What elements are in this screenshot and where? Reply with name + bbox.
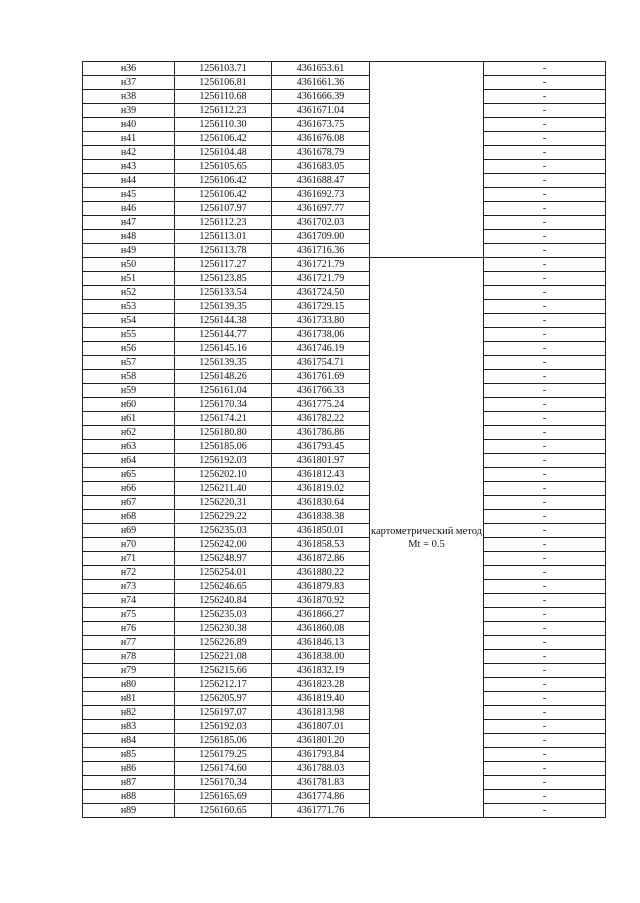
point-number-cell: н76: [83, 622, 175, 636]
table-row: [83, 384, 606, 398]
x-coordinate-cell: 1256248.97: [175, 552, 272, 566]
y-coordinate-cell: 4361781.83: [272, 776, 370, 790]
point-number-cell: н52: [83, 286, 175, 300]
x-coordinate-cell: 1256144.38: [175, 314, 272, 328]
table-row: [83, 650, 606, 664]
x-coordinate-cell: 1256170.34: [175, 398, 272, 412]
x-coordinate-cell: 1256105.65: [175, 160, 272, 174]
y-coordinate-cell: 4361801.20: [272, 734, 370, 748]
x-coordinate-cell: 1256226.89: [175, 636, 272, 650]
table-row: [83, 790, 606, 804]
table-row: [83, 510, 606, 524]
point-number-cell: н75: [83, 608, 175, 622]
table-row: [83, 286, 606, 300]
table-row: [83, 776, 606, 790]
extra-value-cell: -: [484, 440, 606, 454]
point-number-cell: н61: [83, 412, 175, 426]
y-coordinate-cell: 4361813.98: [272, 706, 370, 720]
table-row: [83, 720, 606, 734]
table-row: [83, 580, 606, 594]
point-number-cell: н79: [83, 664, 175, 678]
x-coordinate-cell: 1256110.30: [175, 118, 272, 132]
x-coordinate-cell: 1256139.35: [175, 300, 272, 314]
table-row: [83, 636, 606, 650]
extra-value-cell: -: [484, 720, 606, 734]
y-coordinate-cell: 4361801.97: [272, 454, 370, 468]
x-coordinate-cell: 1256174.60: [175, 762, 272, 776]
y-coordinate-cell: 4361807.01: [272, 720, 370, 734]
x-coordinate-cell: 1256107.97: [175, 202, 272, 216]
x-coordinate-cell: 1256113.01: [175, 230, 272, 244]
point-number-cell: н47: [83, 216, 175, 230]
y-coordinate-cell: 4361716.36: [272, 244, 370, 258]
extra-value-cell: -: [484, 804, 606, 818]
extra-value-cell: -: [484, 790, 606, 804]
table-row: [83, 552, 606, 566]
y-coordinate-cell: 4361870.92: [272, 594, 370, 608]
table-row: [83, 328, 606, 342]
table-row: [83, 426, 606, 440]
y-coordinate-cell: 4361702.03: [272, 216, 370, 230]
point-number-cell: н69: [83, 524, 175, 538]
extra-value-cell: -: [484, 132, 606, 146]
y-coordinate-cell: 4361738.06: [272, 328, 370, 342]
point-number-cell: н73: [83, 580, 175, 594]
point-number-cell: н86: [83, 762, 175, 776]
x-coordinate-cell: 1256103.71: [175, 62, 272, 76]
table-row: [83, 440, 606, 454]
extra-value-cell: -: [484, 188, 606, 202]
y-coordinate-cell: 4361819.40: [272, 692, 370, 706]
point-number-cell: н88: [83, 790, 175, 804]
table-row: [83, 90, 606, 104]
table-row: [83, 762, 606, 776]
table-row: [83, 118, 606, 132]
table-row: [83, 370, 606, 384]
extra-value-cell: -: [484, 230, 606, 244]
extra-value-cell: -: [484, 328, 606, 342]
x-coordinate-cell: 1256230.38: [175, 622, 272, 636]
point-number-cell: н85: [83, 748, 175, 762]
x-coordinate-cell: 1256133.54: [175, 286, 272, 300]
extra-value-cell: -: [484, 412, 606, 426]
y-coordinate-cell: 4361666.39: [272, 90, 370, 104]
x-coordinate-cell: 1256144.77: [175, 328, 272, 342]
y-coordinate-cell: 4361782.22: [272, 412, 370, 426]
table-row: [83, 678, 606, 692]
point-number-cell: н68: [83, 510, 175, 524]
extra-value-cell: -: [484, 300, 606, 314]
extra-value-cell: -: [484, 538, 606, 552]
x-coordinate-cell: 1256106.42: [175, 188, 272, 202]
extra-value-cell: -: [484, 594, 606, 608]
extra-value-cell: -: [484, 342, 606, 356]
y-coordinate-cell: 4361678.79: [272, 146, 370, 160]
table-row: [83, 244, 606, 258]
x-coordinate-cell: 1256148.26: [175, 370, 272, 384]
point-number-cell: н78: [83, 650, 175, 664]
x-coordinate-cell: 1256112.23: [175, 104, 272, 118]
table-row: [83, 272, 606, 286]
extra-value-cell: -: [484, 692, 606, 706]
x-coordinate-cell: 1256160.65: [175, 804, 272, 818]
x-coordinate-cell: 1256221.08: [175, 650, 272, 664]
y-coordinate-cell: 4361830.64: [272, 496, 370, 510]
x-coordinate-cell: 1256110.68: [175, 90, 272, 104]
y-coordinate-cell: 4361671.04: [272, 104, 370, 118]
point-number-cell: н77: [83, 636, 175, 650]
y-coordinate-cell: 4361774.86: [272, 790, 370, 804]
extra-value-cell: -: [484, 510, 606, 524]
extra-value-cell: -: [484, 90, 606, 104]
point-number-cell: н83: [83, 720, 175, 734]
table-row: [83, 524, 606, 538]
extra-value-cell: -: [484, 664, 606, 678]
y-coordinate-cell: 4361766.33: [272, 384, 370, 398]
x-coordinate-cell: 1256106.81: [175, 76, 272, 90]
y-coordinate-cell: 4361721.79: [272, 258, 370, 272]
x-coordinate-cell: 1256165.69: [175, 790, 272, 804]
point-number-cell: н84: [83, 734, 175, 748]
y-coordinate-cell: 4361858.53: [272, 538, 370, 552]
extra-value-cell: -: [484, 468, 606, 482]
table-row: [83, 104, 606, 118]
point-number-cell: н55: [83, 328, 175, 342]
x-coordinate-cell: 1256229.22: [175, 510, 272, 524]
x-coordinate-cell: 1256106.42: [175, 174, 272, 188]
table-row: [83, 356, 606, 370]
y-coordinate-cell: 4361733.80: [272, 314, 370, 328]
y-coordinate-cell: 4361775.24: [272, 398, 370, 412]
extra-value-cell: -: [484, 636, 606, 650]
point-number-cell: н49: [83, 244, 175, 258]
x-coordinate-cell: 1256192.03: [175, 454, 272, 468]
extra-value-cell: -: [484, 202, 606, 216]
y-coordinate-cell: 4361866.27: [272, 608, 370, 622]
y-coordinate-cell: 4361676.08: [272, 132, 370, 146]
table-row: [83, 496, 606, 510]
extra-value-cell: -: [484, 62, 606, 76]
x-coordinate-cell: 1256211.40: [175, 482, 272, 496]
extra-value-cell: -: [484, 734, 606, 748]
table-row: [83, 188, 606, 202]
point-number-cell: н36: [83, 62, 175, 76]
point-number-cell: н65: [83, 468, 175, 482]
point-number-cell: н59: [83, 384, 175, 398]
y-coordinate-cell: 4361793.84: [272, 748, 370, 762]
extra-value-cell: -: [484, 160, 606, 174]
extra-value-cell: -: [484, 146, 606, 160]
point-number-cell: н62: [83, 426, 175, 440]
extra-value-cell: -: [484, 104, 606, 118]
point-number-cell: н40: [83, 118, 175, 132]
point-number-cell: н70: [83, 538, 175, 552]
table-row: [83, 706, 606, 720]
y-coordinate-cell: 4361653.61: [272, 62, 370, 76]
point-number-cell: н38: [83, 90, 175, 104]
table-row: [83, 468, 606, 482]
x-coordinate-cell: 1256185.06: [175, 440, 272, 454]
point-number-cell: н81: [83, 692, 175, 706]
x-coordinate-cell: 1256240.84: [175, 594, 272, 608]
x-coordinate-cell: 1256205.97: [175, 692, 272, 706]
x-coordinate-cell: 1256161.04: [175, 384, 272, 398]
y-coordinate-cell: 4361786.86: [272, 426, 370, 440]
point-number-cell: н41: [83, 132, 175, 146]
method-cell: [370, 62, 484, 258]
extra-value-cell: -: [484, 706, 606, 720]
y-coordinate-cell: 4361746.19: [272, 342, 370, 356]
extra-value-cell: -: [484, 566, 606, 580]
x-coordinate-cell: 1256170.34: [175, 776, 272, 790]
x-coordinate-cell: 1256185.06: [175, 734, 272, 748]
table-row: [83, 594, 606, 608]
point-number-cell: н57: [83, 356, 175, 370]
y-coordinate-cell: 4361761.69: [272, 370, 370, 384]
table-row: [83, 342, 606, 356]
method-cell: картометрический метод Mt = 0.5: [370, 258, 484, 818]
y-coordinate-cell: 4361846.13: [272, 636, 370, 650]
extra-value-cell: -: [484, 398, 606, 412]
table-row: [83, 692, 606, 706]
point-number-cell: н66: [83, 482, 175, 496]
y-coordinate-cell: 4361692.73: [272, 188, 370, 202]
y-coordinate-cell: 4361683.05: [272, 160, 370, 174]
extra-value-cell: -: [484, 650, 606, 664]
x-coordinate-cell: 1256104.48: [175, 146, 272, 160]
point-number-cell: н82: [83, 706, 175, 720]
table-row: [83, 216, 606, 230]
point-number-cell: н45: [83, 188, 175, 202]
extra-value-cell: -: [484, 216, 606, 230]
y-coordinate-cell: 4361832.19: [272, 664, 370, 678]
y-coordinate-cell: 4361850.01: [272, 524, 370, 538]
extra-value-cell: -: [484, 762, 606, 776]
coordinates-table: [82, 61, 606, 818]
extra-value-cell: -: [484, 678, 606, 692]
x-coordinate-cell: 1256123.85: [175, 272, 272, 286]
point-number-cell: н56: [83, 342, 175, 356]
point-number-cell: н80: [83, 678, 175, 692]
x-coordinate-cell: 1256113.78: [175, 244, 272, 258]
x-coordinate-cell: 1256220.31: [175, 496, 272, 510]
y-coordinate-cell: 4361788.03: [272, 762, 370, 776]
table-row: [83, 230, 606, 244]
extra-value-cell: -: [484, 524, 606, 538]
x-coordinate-cell: 1256174.21: [175, 412, 272, 426]
x-coordinate-cell: 1256235.03: [175, 608, 272, 622]
extra-value-cell: -: [484, 272, 606, 286]
x-coordinate-cell: 1256112.23: [175, 216, 272, 230]
point-number-cell: н58: [83, 370, 175, 384]
y-coordinate-cell: 4361838.38: [272, 510, 370, 524]
y-coordinate-cell: 4361793.45: [272, 440, 370, 454]
x-coordinate-cell: 1256246.65: [175, 580, 272, 594]
table-row: [83, 300, 606, 314]
table-row: [83, 146, 606, 160]
table-row: [83, 454, 606, 468]
point-number-cell: н54: [83, 314, 175, 328]
extra-value-cell: -: [484, 454, 606, 468]
y-coordinate-cell: 4361812.43: [272, 468, 370, 482]
y-coordinate-cell: 4361819.02: [272, 482, 370, 496]
point-number-cell: н53: [83, 300, 175, 314]
table-row: [83, 174, 606, 188]
y-coordinate-cell: 4361879.83: [272, 580, 370, 594]
point-number-cell: н63: [83, 440, 175, 454]
table-row: [83, 734, 606, 748]
y-coordinate-cell: 4361860.08: [272, 622, 370, 636]
table-row: [83, 160, 606, 174]
extra-value-cell: -: [484, 314, 606, 328]
x-coordinate-cell: 1256242.00: [175, 538, 272, 552]
extra-value-cell: -: [484, 776, 606, 790]
table-row: [83, 132, 606, 146]
extra-value-cell: -: [484, 384, 606, 398]
table-row: [83, 804, 606, 818]
point-number-cell: н60: [83, 398, 175, 412]
extra-value-cell: -: [484, 356, 606, 370]
extra-value-cell: -: [484, 370, 606, 384]
table-row: [83, 62, 606, 76]
x-coordinate-cell: 1256192.03: [175, 720, 272, 734]
y-coordinate-cell: 4361872.86: [272, 552, 370, 566]
point-number-cell: н50: [83, 258, 175, 272]
point-number-cell: н64: [83, 454, 175, 468]
table-row: [83, 398, 606, 412]
table-row: [83, 314, 606, 328]
extra-value-cell: -: [484, 426, 606, 440]
coordinates-table-body: [83, 62, 606, 818]
y-coordinate-cell: 4361661.36: [272, 76, 370, 90]
y-coordinate-cell: 4361729.15: [272, 300, 370, 314]
extra-value-cell: -: [484, 580, 606, 594]
table-row: [83, 608, 606, 622]
point-number-cell: н37: [83, 76, 175, 90]
table-row: [83, 258, 606, 272]
table-row: [83, 76, 606, 90]
y-coordinate-cell: 4361754.71: [272, 356, 370, 370]
y-coordinate-cell: 4361771.76: [272, 804, 370, 818]
extra-value-cell: -: [484, 286, 606, 300]
x-coordinate-cell: 1256235.03: [175, 524, 272, 538]
point-number-cell: н51: [83, 272, 175, 286]
extra-value-cell: -: [484, 552, 606, 566]
table-row: [83, 412, 606, 426]
table-row: [83, 566, 606, 580]
point-number-cell: н43: [83, 160, 175, 174]
extra-value-cell: -: [484, 482, 606, 496]
table-row: [83, 538, 606, 552]
x-coordinate-cell: 1256179.25: [175, 748, 272, 762]
point-number-cell: н44: [83, 174, 175, 188]
x-coordinate-cell: 1256145.16: [175, 342, 272, 356]
table-row: [83, 202, 606, 216]
y-coordinate-cell: 4361721.79: [272, 272, 370, 286]
extra-value-cell: -: [484, 174, 606, 188]
y-coordinate-cell: 4361838.00: [272, 650, 370, 664]
point-number-cell: н87: [83, 776, 175, 790]
x-coordinate-cell: 1256215.66: [175, 664, 272, 678]
x-coordinate-cell: 1256106.42: [175, 132, 272, 146]
point-number-cell: н72: [83, 566, 175, 580]
extra-value-cell: -: [484, 76, 606, 90]
point-number-cell: н67: [83, 496, 175, 510]
y-coordinate-cell: 4361673.75: [272, 118, 370, 132]
table-row: [83, 622, 606, 636]
y-coordinate-cell: 4361709.00: [272, 230, 370, 244]
table-row: [83, 748, 606, 762]
x-coordinate-cell: 1256139.35: [175, 356, 272, 370]
y-coordinate-cell: 4361880.22: [272, 566, 370, 580]
x-coordinate-cell: 1256212.17: [175, 678, 272, 692]
table-row: [83, 482, 606, 496]
table-row: [83, 664, 606, 678]
extra-value-cell: -: [484, 608, 606, 622]
point-number-cell: н39: [83, 104, 175, 118]
extra-value-cell: -: [484, 118, 606, 132]
y-coordinate-cell: 4361823.28: [272, 678, 370, 692]
x-coordinate-cell: 1256202.10: [175, 468, 272, 482]
x-coordinate-cell: 1256180.80: [175, 426, 272, 440]
extra-value-cell: -: [484, 748, 606, 762]
point-number-cell: н71: [83, 552, 175, 566]
x-coordinate-cell: 1256197.07: [175, 706, 272, 720]
point-number-cell: н74: [83, 594, 175, 608]
extra-value-cell: -: [484, 622, 606, 636]
point-number-cell: н42: [83, 146, 175, 160]
extra-value-cell: -: [484, 496, 606, 510]
x-coordinate-cell: 1256254.01: [175, 566, 272, 580]
y-coordinate-cell: 4361688.47: [272, 174, 370, 188]
x-coordinate-cell: 1256117.27: [175, 258, 272, 272]
y-coordinate-cell: 4361697.77: [272, 202, 370, 216]
point-number-cell: н48: [83, 230, 175, 244]
point-number-cell: н89: [83, 804, 175, 818]
extra-value-cell: -: [484, 244, 606, 258]
y-coordinate-cell: 4361724.50: [272, 286, 370, 300]
extra-value-cell: -: [484, 258, 606, 272]
point-number-cell: н46: [83, 202, 175, 216]
